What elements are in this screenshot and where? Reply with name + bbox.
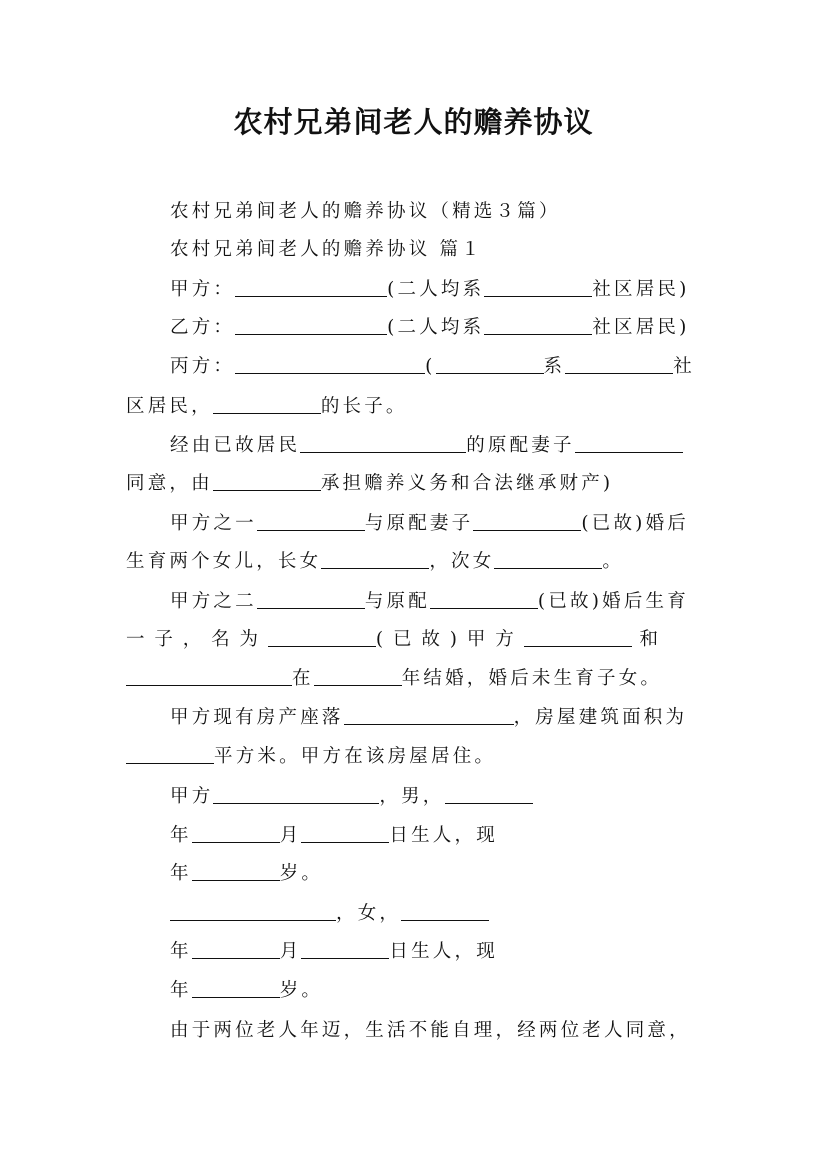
blank-field bbox=[430, 590, 538, 609]
birth-line-2 bbox=[170, 940, 498, 964]
p7a: 甲方现有房产座落 bbox=[170, 707, 344, 728]
paragraph-6-line-1 bbox=[170, 590, 689, 614]
p9c: 日生人，现 bbox=[389, 825, 498, 846]
blank-field bbox=[344, 706, 514, 725]
p12c: 日生人，现 bbox=[389, 941, 498, 962]
party-c-line-2 bbox=[126, 395, 408, 419]
blank-field bbox=[126, 667, 292, 686]
subtitle-line bbox=[170, 200, 561, 224]
paragraph-4-line-2 bbox=[126, 472, 613, 496]
paragraph-6-line-3 bbox=[126, 667, 662, 691]
party-a-end: 社区居民) bbox=[592, 279, 690, 300]
party-c-paren: ( bbox=[425, 356, 436, 377]
blank-field bbox=[192, 940, 280, 959]
blank-field bbox=[473, 512, 581, 531]
party-a-label: 甲方： bbox=[170, 279, 236, 300]
party-b-mid: (二人均系 bbox=[387, 317, 485, 338]
p7c: 平方米。甲方在该房屋居住。 bbox=[214, 746, 497, 767]
blank-field bbox=[192, 824, 280, 843]
document-title: 农村兄弟间老人的赡养协议 bbox=[233, 105, 594, 139]
p12a: 年 bbox=[170, 941, 192, 962]
p9a: 年 bbox=[170, 825, 192, 846]
p6d-b: ( 已 故 ) 甲 方 bbox=[375, 629, 516, 650]
blank-field bbox=[445, 785, 533, 804]
paragraph-5-line-2 bbox=[126, 550, 624, 574]
blank-field bbox=[524, 628, 632, 647]
paragraph-4-line-1 bbox=[170, 434, 683, 458]
blank-field bbox=[213, 395, 321, 414]
p5d-a: 生育两个女儿，长女 bbox=[126, 551, 322, 572]
blank-field bbox=[436, 355, 544, 374]
p6e-a: 在 bbox=[292, 668, 314, 689]
p6d-c: 和 bbox=[639, 629, 661, 650]
p5a: 甲方之一 bbox=[170, 513, 257, 534]
p13a: 年 bbox=[170, 980, 192, 1001]
blank-field bbox=[213, 472, 321, 491]
p5b: 与原配妻子 bbox=[364, 513, 474, 534]
blank-field bbox=[235, 278, 387, 297]
subtitle-text: 农村兄弟间老人的赡养协议（精选３篇） bbox=[170, 201, 561, 222]
blank-field bbox=[321, 550, 429, 569]
p6b: 与原配 bbox=[364, 591, 430, 612]
party-c-line bbox=[170, 355, 695, 379]
p10b: 岁。 bbox=[279, 863, 324, 884]
age-line-1 bbox=[170, 862, 323, 886]
blank-field bbox=[401, 902, 489, 921]
blank-field bbox=[565, 355, 673, 374]
blank-field bbox=[192, 979, 280, 998]
p9b: 月 bbox=[279, 825, 302, 846]
blank-field bbox=[257, 512, 365, 531]
party-b-label: 乙方： bbox=[170, 317, 236, 338]
party-c-2b: 的长子。 bbox=[320, 396, 408, 417]
p11b: ，女， bbox=[336, 903, 402, 924]
blank-field bbox=[192, 862, 280, 881]
blank-field bbox=[484, 278, 592, 297]
p13b: 岁。 bbox=[279, 980, 324, 1001]
party-a-member-2 bbox=[170, 902, 489, 926]
p6d-a: 一 子 ， 名 为 bbox=[126, 629, 261, 650]
p6a: 甲方之二 bbox=[170, 591, 257, 612]
party-c-2a: 区居民， bbox=[126, 396, 213, 417]
blank-field bbox=[494, 550, 602, 569]
party-a-line bbox=[170, 278, 690, 302]
blank-field bbox=[314, 667, 402, 686]
party-c-she: 社 bbox=[673, 356, 695, 377]
paragraph-8-line-1 bbox=[170, 1019, 691, 1043]
blank-field bbox=[257, 590, 365, 609]
blank-field bbox=[301, 824, 389, 843]
p4c-b: 承担赡养义务和合法继承财产) bbox=[320, 473, 614, 494]
blank-field bbox=[300, 434, 466, 453]
paragraph-5-line-1 bbox=[170, 512, 689, 536]
birth-line-1 bbox=[170, 824, 498, 848]
party-b-line bbox=[170, 316, 690, 340]
paragraph-7-line-1 bbox=[170, 706, 687, 730]
section-heading-text: 农村兄弟间老人的赡养协议 篇１ bbox=[170, 239, 483, 260]
blank-field bbox=[126, 745, 214, 764]
blank-field bbox=[268, 628, 376, 647]
party-c-label: 丙方： bbox=[170, 356, 236, 377]
paragraph-6-line-2 bbox=[126, 628, 660, 652]
party-a-mid: (二人均系 bbox=[387, 279, 485, 300]
p5d-b: ，次女 bbox=[429, 551, 495, 572]
party-a-member-1 bbox=[170, 785, 533, 809]
p5c: (已故)婚后 bbox=[581, 513, 689, 534]
p7b: ，房屋建筑面积为 bbox=[513, 707, 688, 728]
p5d-c: 。 bbox=[602, 551, 625, 572]
p6c: (已故)婚后生育 bbox=[537, 591, 689, 612]
p4a: 经由已故居民 bbox=[170, 435, 301, 456]
p6e-b: 年结婚，婚后未生育子女。 bbox=[401, 668, 663, 689]
party-b-end: 社区居民) bbox=[592, 317, 690, 338]
blank-field bbox=[301, 940, 389, 959]
age-line-2 bbox=[170, 979, 323, 1003]
blank-field bbox=[170, 902, 336, 921]
p4b: 的原配妻子 bbox=[466, 435, 575, 456]
blank-field bbox=[235, 316, 387, 335]
blank-field bbox=[484, 316, 592, 335]
p10a: 年 bbox=[170, 863, 192, 884]
p4c-a: 同意，由 bbox=[126, 473, 213, 494]
section-heading bbox=[170, 238, 483, 262]
blank-field bbox=[575, 434, 683, 453]
party-c-xi: 系 bbox=[543, 356, 566, 377]
p12b: 月 bbox=[279, 941, 302, 962]
blank-field bbox=[235, 355, 425, 374]
p8b: ，男， bbox=[379, 786, 445, 807]
blank-field bbox=[213, 785, 379, 804]
p8a: 甲方 bbox=[170, 786, 214, 807]
p14: 由于两位老人年迈，生活不能自理，经两位老人同意， bbox=[170, 1020, 691, 1041]
paragraph-7-line-2 bbox=[126, 745, 496, 769]
